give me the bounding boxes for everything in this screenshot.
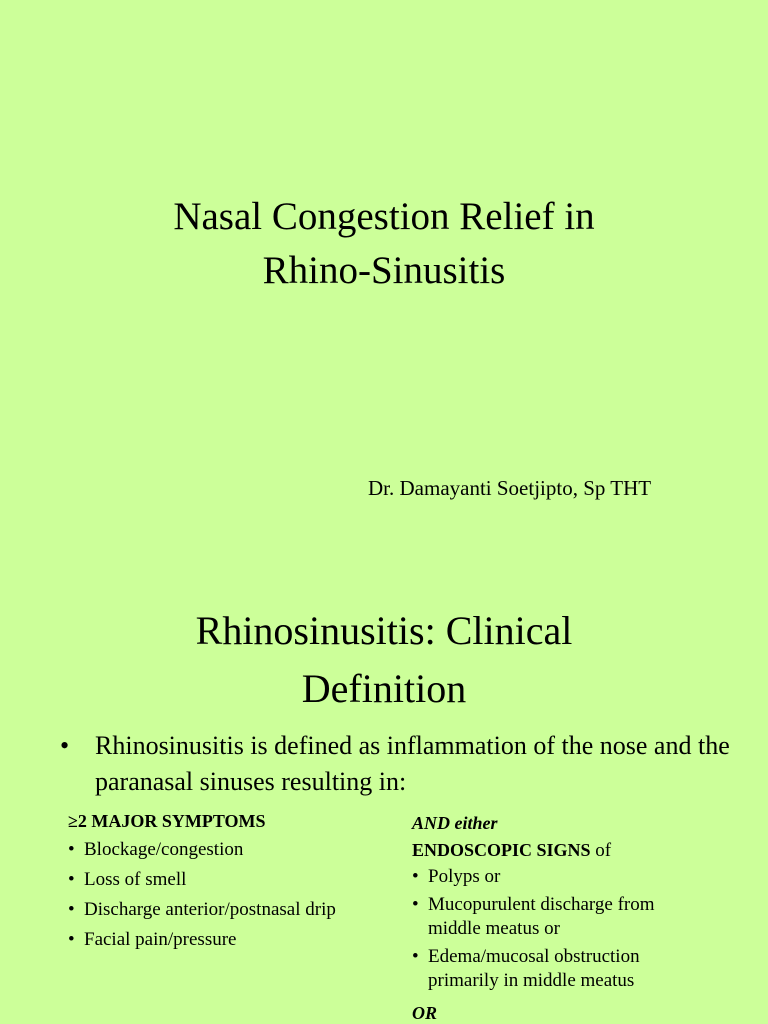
slide2-title	[0, 602, 768, 718]
endoscopic-signs-column	[412, 810, 732, 997]
symptom-item	[68, 838, 388, 862]
bullet-icon: •	[412, 894, 419, 915]
intro-paragraph	[60, 728, 760, 800]
slide2-title-line1: Rhinosinusitis: Clinical	[195, 608, 573, 653]
bullet-icon: •	[68, 899, 75, 920]
slide1-title	[0, 190, 768, 298]
endoscopic-signs-strong: ENDOSCOPIC SIGNS	[412, 840, 591, 860]
major-symptoms-heading: ≥2 MAJOR SYMPTOMS	[68, 811, 266, 831]
sign-text-line1: Polyps or	[428, 866, 501, 887]
sign-item	[412, 893, 732, 941]
and-either-label: AND either	[412, 813, 498, 833]
slide1-title-line1: Nasal Congestion Relief in	[173, 195, 595, 238]
symptom-text: Discharge anterior/postnasal drip	[84, 899, 336, 920]
bullet-icon: •	[412, 946, 419, 967]
sign-text-line1: Edema/mucosal obstruction	[428, 946, 640, 967]
symptom-text: Blockage/congestion	[84, 839, 244, 860]
slide2-title-line2: Definition	[301, 666, 467, 711]
sign-text-line2: primarily in middle meatus	[428, 970, 635, 991]
sign-text-line2: middle meatus or	[428, 918, 560, 939]
author-name: Dr. Damayanti Soetjipto, Sp THT	[368, 476, 652, 500]
symptom-text: Facial pain/pressure	[84, 929, 237, 950]
endoscopic-signs-rest: of	[590, 840, 612, 861]
major-symptoms-column	[68, 808, 388, 958]
symptom-item	[68, 898, 388, 922]
endoscopic-signs-heading	[412, 836, 732, 865]
slide1-title-line2: Rhino-Sinusitis	[262, 249, 506, 292]
bullet-icon: •	[68, 839, 75, 860]
sign-text-line1: Mucopurulent discharge from	[428, 894, 655, 915]
intro-text: Rhinosinusitis is defined as inflammation of the nose and the paranasal sinuses resulting in:	[95, 731, 730, 796]
or-label: OR	[412, 1003, 438, 1023]
symptom-text: Loss of smell	[84, 869, 187, 890]
bullet-icon: •	[412, 866, 419, 887]
symptom-item	[68, 868, 388, 892]
sign-item	[412, 945, 732, 993]
bullet-icon: •	[68, 929, 75, 950]
bullet-icon: •	[60, 731, 70, 760]
bullet-icon: •	[68, 869, 75, 890]
symptom-item	[68, 928, 388, 952]
sign-item	[412, 865, 732, 889]
